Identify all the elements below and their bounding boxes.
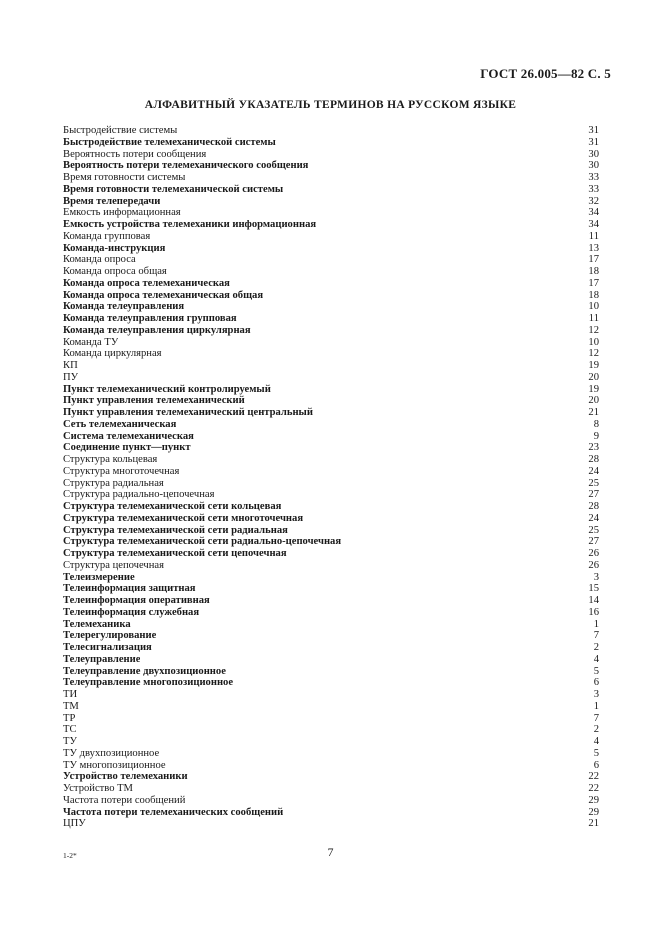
index-entry [63, 313, 599, 325]
index-entry [63, 207, 599, 219]
index-entry [63, 689, 599, 701]
index-entry [63, 583, 599, 595]
index-page-ref: 22 [588, 771, 599, 783]
index-term: Телеуправление многопозиционное [63, 677, 234, 689]
index-term: Устройство ТМ [63, 783, 133, 794]
index-page-ref: 24 [588, 465, 599, 477]
index-page-ref: 17 [588, 277, 599, 289]
index-page-ref: 29 [588, 806, 599, 818]
index-page-ref: 12 [588, 348, 599, 360]
index-term: Емкость устройства телемеханики информационная [63, 219, 317, 230]
index-entry [63, 548, 599, 560]
index-entry [63, 137, 599, 149]
index-entry [63, 642, 599, 654]
index-term: ПУ [63, 371, 79, 383]
index-term: ТМ [63, 700, 79, 712]
index-term: Команда телеуправления циркулярная [63, 324, 251, 336]
page-title: АЛФАВИТНЫЙ УКАЗАТЕЛЬ ТЕРМИНОВ НА РУССКОМ ЯЗЫКЕ [144, 99, 517, 111]
index-page-ref: 5 [593, 665, 599, 677]
index-page-ref: 1 [593, 618, 599, 630]
index-entry [63, 125, 599, 137]
index-entry [63, 395, 599, 407]
index-term: Вероятность потери сообщения [63, 148, 207, 160]
index-term: Команда опроса телемеханическая [63, 277, 230, 289]
index-entry [63, 231, 599, 243]
footer-code: 1-2* [63, 851, 77, 860]
index-page-ref: 7 [593, 630, 599, 642]
index-term: Команда телеуправления [63, 301, 185, 313]
index-page-ref: 22 [588, 783, 599, 794]
index-term: Телеинформация оперативная [63, 595, 210, 606]
index-entry [63, 172, 599, 184]
index-entry [63, 337, 599, 349]
index-entry [63, 348, 599, 360]
index-entry [63, 407, 599, 419]
index-entry [63, 301, 599, 313]
index-term: Структура телемеханической сети многоточечная [63, 512, 304, 524]
term-index-list [63, 125, 599, 830]
index-page-ref: 27 [588, 489, 599, 501]
index-page-ref: 17 [588, 254, 599, 266]
index-page-ref: 14 [588, 595, 599, 606]
index-entry [63, 160, 599, 172]
index-page-ref: 34 [588, 207, 599, 219]
standard-reference: ГОСТ 26.005—82 С. 5 [480, 66, 611, 81]
index-term: Пункт телемеханический контролируемый [63, 383, 271, 395]
index-term: Время телепередачи [63, 195, 161, 207]
index-term: Система телемеханическая [63, 430, 194, 442]
index-page-ref: 18 [588, 289, 599, 301]
index-page-ref: 19 [588, 360, 599, 371]
index-entry [63, 677, 599, 689]
index-term: Команда циркулярная [63, 348, 162, 360]
index-term: Пункт управления телемеханический [63, 395, 245, 407]
index-entry [63, 783, 599, 795]
index-entry [63, 748, 599, 760]
index-term: Телесигнализация [63, 642, 152, 653]
index-page-ref: 21 [588, 407, 599, 418]
index-term: Сеть телемеханическая [63, 418, 177, 430]
index-term: Телеуправление двухпозиционное [63, 665, 226, 677]
index-page-ref: 31 [588, 125, 599, 136]
index-term: Частота потери сообщений [63, 794, 186, 806]
index-term: Частота потери телемеханических сообщений [63, 806, 284, 818]
index-page-ref: 2 [593, 642, 599, 653]
index-page-ref: 20 [588, 371, 599, 383]
index-term: ТУ двухпозиционное [63, 747, 160, 759]
index-term: Емкость информационная [63, 207, 181, 219]
index-page-ref: 30 [588, 160, 599, 172]
index-entry [63, 466, 599, 478]
index-entry [63, 572, 599, 584]
index-page-ref: 29 [588, 794, 599, 806]
index-entry [63, 278, 599, 290]
index-page-ref: 18 [588, 266, 599, 277]
index-page-ref: 8 [593, 418, 599, 430]
index-entry [63, 243, 599, 255]
index-term: Телеуправление [63, 653, 141, 665]
index-term: Пункт управления телемеханический центральный [63, 407, 313, 418]
index-term: Телеинформация защитная [63, 583, 196, 595]
index-term: Команда опроса телемеханическая общая [63, 289, 264, 301]
index-entry [63, 360, 599, 372]
index-entry [63, 513, 599, 525]
index-term: Структура телемеханической сети кольцевая [63, 501, 282, 512]
index-page-ref: 26 [588, 559, 599, 571]
index-entry [63, 372, 599, 384]
index-term: Структура кольцевая [63, 454, 158, 465]
index-term: Структура радиально-цепочечная [63, 489, 215, 501]
index-entry [63, 419, 599, 431]
index-term: ЦПУ [63, 818, 86, 830]
index-entry [63, 807, 599, 819]
index-entry [63, 630, 599, 642]
index-entry [63, 654, 599, 666]
index-term: Команда опроса общая [63, 266, 167, 277]
index-entry [63, 184, 599, 196]
index-entry [63, 724, 599, 736]
index-term: Структура телемеханической сети радиальная [63, 524, 288, 536]
index-term: Структура многоточечная [63, 465, 180, 477]
index-entry [63, 266, 599, 278]
index-page-ref: 3 [593, 689, 599, 700]
index-entry [63, 619, 599, 631]
index-page-ref: 1 [593, 700, 599, 712]
index-entry [63, 607, 599, 619]
index-term: Команда опроса [63, 254, 136, 266]
index-page-ref: 4 [593, 736, 599, 747]
page-number: 7 [327, 845, 334, 859]
index-entry [63, 536, 599, 548]
index-entry [63, 501, 599, 513]
index-term: Телеизмерение [63, 571, 135, 583]
index-term: ТИ [63, 689, 78, 700]
index-entry [63, 666, 599, 678]
index-entry [63, 442, 599, 454]
index-page-ref: 4 [593, 653, 599, 665]
index-page-ref: 15 [588, 583, 599, 595]
index-term: Команда групповая [63, 230, 151, 242]
index-page-ref: 2 [593, 724, 599, 736]
index-entry [63, 325, 599, 337]
index-page-ref: 16 [588, 606, 599, 618]
index-page-ref: 13 [588, 242, 599, 254]
index-page-ref: 28 [588, 501, 599, 512]
index-page-ref: 33 [588, 172, 599, 183]
index-entry [63, 818, 599, 830]
index-term: Время готовности телемеханической системы [63, 183, 284, 195]
index-page-ref: 30 [588, 148, 599, 160]
index-entry [63, 196, 599, 208]
index-term: Команда ТУ [63, 336, 119, 348]
index-page-ref: 10 [588, 336, 599, 348]
index-page-ref: 3 [593, 571, 599, 583]
index-term: Команда телеуправления групповая [63, 313, 237, 324]
index-page-ref: 19 [588, 383, 599, 395]
index-page-ref: 10 [588, 301, 599, 313]
index-entry [63, 149, 599, 161]
index-entry [63, 525, 599, 537]
index-term: ТС [63, 724, 77, 736]
index-term: КП [63, 360, 78, 371]
index-page-ref: 33 [588, 183, 599, 195]
index-term: Вероятность потери телемеханического сообщения [63, 160, 309, 172]
index-page-ref: 20 [588, 395, 599, 407]
index-term: Структура радиальная [63, 477, 164, 489]
index-term: Соединение пункт—пункт [63, 442, 191, 454]
index-page-ref: 24 [588, 512, 599, 524]
index-page-ref: 34 [588, 219, 599, 230]
index-entry [63, 736, 599, 748]
index-term: ТУ [63, 736, 77, 747]
index-entry [63, 290, 599, 302]
index-page-ref: 28 [588, 454, 599, 465]
index-term: ТР [63, 712, 76, 724]
index-page-ref: 11 [588, 313, 599, 324]
index-entry [63, 795, 599, 807]
index-page-ref: 26 [588, 548, 599, 559]
index-entry [63, 254, 599, 266]
index-term: Телерегулирование [63, 630, 157, 642]
index-page-ref: 25 [588, 524, 599, 536]
index-entry [63, 454, 599, 466]
index-term: Устройство телемеханики [63, 771, 188, 783]
index-entry [63, 713, 599, 725]
index-page-ref: 23 [588, 442, 599, 454]
index-term: Структура телемеханической сети радиально-цепочечная [63, 536, 342, 548]
index-page-ref: 6 [593, 677, 599, 689]
index-entry [63, 560, 599, 572]
index-entry [63, 771, 599, 783]
index-entry [63, 595, 599, 607]
index-page-ref: 27 [588, 536, 599, 548]
index-entry [63, 701, 599, 713]
index-term: Быстродействие телемеханической системы [63, 136, 276, 148]
index-term: ТУ многопозиционное [63, 759, 166, 771]
index-entry [63, 431, 599, 443]
index-term: Структура цепочечная [63, 559, 164, 571]
index-entry [63, 384, 599, 396]
index-page-ref: 6 [593, 759, 599, 771]
index-page-ref: 25 [588, 477, 599, 489]
index-page-ref: 12 [588, 324, 599, 336]
index-entry [63, 760, 599, 772]
index-page-ref: 21 [588, 818, 599, 830]
index-term: Структура телемеханической сети цепочечная [63, 548, 287, 559]
index-entry [63, 489, 599, 501]
index-term: Команда-инструкция [63, 242, 166, 254]
index-entry [63, 219, 599, 231]
index-term: Время готовности системы [63, 172, 186, 183]
index-page-ref: 32 [588, 195, 599, 207]
index-page-ref: 5 [593, 747, 599, 759]
index-term: Быстродействие системы [63, 125, 178, 136]
index-term: Телемеханика [63, 618, 131, 630]
index-page-ref: 9 [593, 430, 599, 442]
index-term: Телеинформация служебная [63, 606, 200, 618]
index-page-ref: 31 [588, 136, 599, 148]
index-page-ref: 11 [588, 230, 599, 242]
index-page-ref: 7 [593, 712, 599, 724]
index-entry [63, 478, 599, 490]
